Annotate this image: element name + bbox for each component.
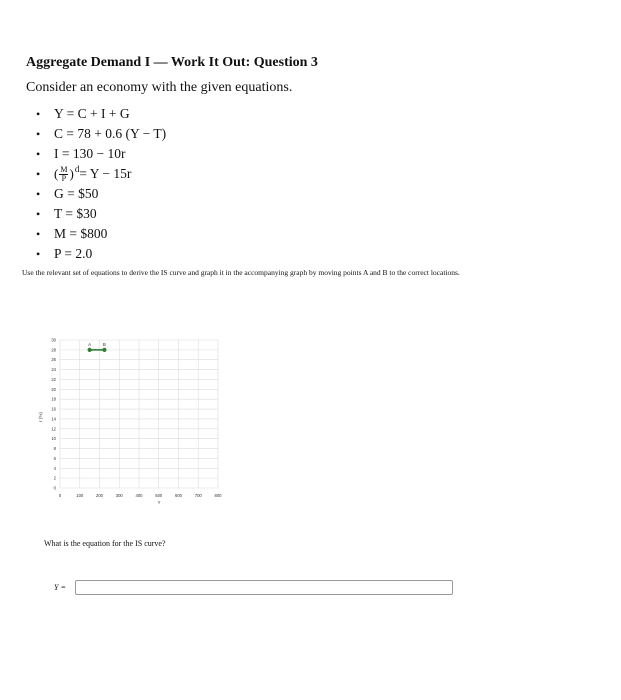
equation-item bbox=[36, 244, 166, 264]
bullet-icon: • bbox=[36, 107, 41, 121]
bullet-icon: • bbox=[36, 167, 41, 181]
page-title: Aggregate Demand I — Work It Out: Question 3 bbox=[26, 55, 318, 70]
equation-text: P = 2.0 bbox=[54, 246, 93, 261]
is-equation-input[interactable] bbox=[75, 580, 453, 595]
y-tick-label: 8 bbox=[53, 446, 56, 452]
equation-text: M = $800 bbox=[54, 226, 108, 241]
equation-text: T = $30 bbox=[54, 206, 97, 221]
point-b[interactable] bbox=[102, 348, 106, 352]
question-text: What is the equation for the IS curve? bbox=[44, 539, 166, 548]
x-tick-label: 200 bbox=[96, 493, 103, 498]
y-tick-label: 18 bbox=[51, 396, 56, 402]
instructions-text: Use the relevant set of equations to derive the IS curve and graph it in the accompanying graph by moving points A and B to the correct locations. bbox=[22, 268, 460, 277]
bullet-icon: • bbox=[36, 187, 41, 201]
equation-text: C = 78 + 0.6 (Y − T) bbox=[54, 126, 167, 141]
y-tick-label: 30 bbox=[51, 337, 56, 343]
equation-item bbox=[36, 224, 166, 244]
y-tick-label: 10 bbox=[51, 436, 56, 442]
y-tick-label: 0 bbox=[53, 485, 56, 491]
bullet-icon: • bbox=[36, 227, 41, 241]
equation-list bbox=[36, 104, 166, 264]
x-tick-label: 500 bbox=[155, 493, 163, 498]
x-tick-label: 100 bbox=[76, 493, 84, 498]
equation-text: Y = C + I + G bbox=[54, 106, 130, 121]
y-axis-label: r (%) bbox=[38, 412, 43, 422]
y-tick-label: 22 bbox=[51, 376, 56, 382]
y-tick-label: 2 bbox=[53, 475, 56, 481]
y-tick-label: 24 bbox=[51, 367, 56, 373]
y-tick-label: 28 bbox=[51, 347, 56, 353]
equation-item bbox=[36, 164, 166, 184]
fraction bbox=[59, 166, 68, 183]
x-tick-label: 400 bbox=[135, 493, 143, 498]
equation-item bbox=[36, 204, 166, 224]
equation-item bbox=[36, 184, 166, 204]
y-tick-label: 16 bbox=[51, 406, 56, 412]
equation-text: G = $50 bbox=[54, 186, 99, 201]
fraction-numerator: M bbox=[60, 164, 68, 174]
point-a[interactable] bbox=[88, 348, 92, 352]
bullet-icon: • bbox=[36, 147, 41, 161]
equation-text: I = 130 − 10r bbox=[54, 146, 126, 161]
x-tick-label: 800 bbox=[214, 493, 222, 498]
equation-rhs: = Y − 15r bbox=[79, 166, 132, 181]
y-tick-label: 14 bbox=[51, 416, 56, 422]
money-demand-equation: ( $\frac{M}{P}$ ) $^d$ = Y − 15r bbox=[54, 164, 131, 184]
bullet-icon: • bbox=[36, 207, 41, 221]
bullet-icon: • bbox=[36, 247, 41, 261]
y-tick-label: 12 bbox=[51, 426, 56, 432]
superscript: d bbox=[74, 164, 80, 174]
x-tick-label: 300 bbox=[115, 493, 123, 498]
x-tick-label: 0 bbox=[58, 493, 62, 498]
equation-item bbox=[36, 124, 166, 144]
point-label-b: B bbox=[102, 341, 106, 347]
x-axis-label: Y bbox=[157, 500, 161, 505]
point-label-a: A bbox=[88, 341, 92, 347]
intro-text: Consider an economy with the given equations. bbox=[26, 80, 293, 95]
equation-item bbox=[36, 144, 166, 164]
x-tick-label: 600 bbox=[175, 493, 182, 498]
y-tick-label: 4 bbox=[53, 465, 56, 471]
y-tick-label: 20 bbox=[51, 386, 56, 392]
answer-label: Y = bbox=[54, 583, 66, 592]
y-tick-label: 26 bbox=[51, 357, 56, 363]
is-curve-graph[interactable] bbox=[30, 330, 230, 510]
bullet-icon: • bbox=[36, 127, 41, 141]
equation-item bbox=[36, 104, 166, 124]
x-tick-label: 700 bbox=[194, 493, 202, 498]
y-tick-label: 6 bbox=[53, 455, 56, 461]
fraction-denominator: P bbox=[61, 173, 67, 183]
